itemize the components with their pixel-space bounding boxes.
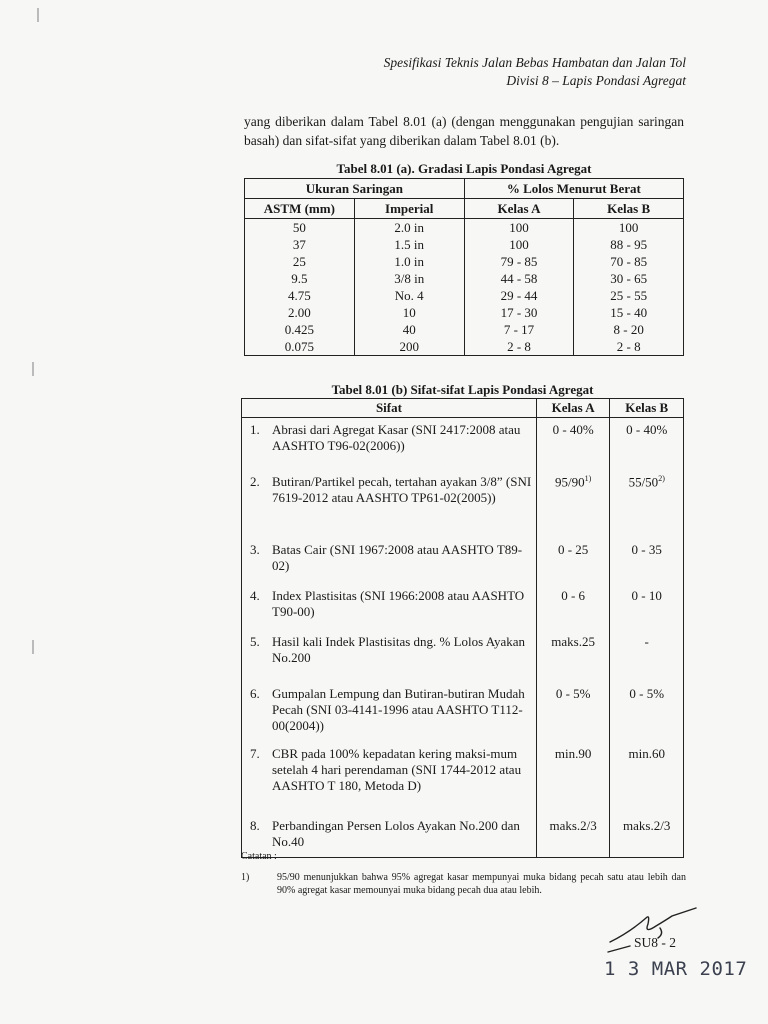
value-text: 0 - 35 bbox=[631, 541, 662, 557]
property-cell bbox=[242, 470, 537, 538]
table-cell: 8 - 20 bbox=[574, 321, 684, 338]
header-title: Spesifikasi Teknis Jalan Bebas Hambatan dan Jalan Tol bbox=[383, 55, 686, 70]
table-row bbox=[245, 270, 684, 287]
table-row bbox=[242, 538, 684, 584]
table-row bbox=[245, 304, 684, 321]
table-cell: 44 - 58 bbox=[464, 270, 574, 287]
table-cell: 1.0 in bbox=[354, 253, 464, 270]
table-row bbox=[245, 253, 684, 270]
table-cell: 10 bbox=[354, 304, 464, 321]
scan-mark bbox=[37, 8, 39, 22]
value-text: 0 - 6 bbox=[561, 587, 586, 603]
item-description: Gumpalan Lempung dan Butiran-butiran Mudah Pecah (SNI 03-4141-1996 atau AASHTO T112-00(2004)) bbox=[272, 685, 525, 733]
table-cell: 88 - 95 bbox=[574, 236, 684, 253]
table-cell: 2 - 8 bbox=[464, 338, 574, 356]
group-header-passing: % Lolos Menurut Berat bbox=[464, 179, 683, 199]
table-row bbox=[245, 321, 684, 338]
kelas-b-value bbox=[610, 682, 684, 742]
kelas-b-value bbox=[610, 538, 684, 584]
column-header-kelas-a: Kelas A bbox=[464, 199, 574, 219]
item-number: 5. bbox=[250, 633, 260, 649]
gradation-table bbox=[244, 178, 684, 356]
table-cell: 50 bbox=[245, 219, 355, 237]
notes-label: Catatan : bbox=[241, 851, 277, 862]
table-cell: 9.5 bbox=[245, 270, 355, 287]
item-number: 3. bbox=[250, 541, 260, 557]
value-text: maks.2/3 bbox=[623, 817, 671, 833]
table-cell: 17 - 30 bbox=[464, 304, 574, 321]
kelas-a-value bbox=[536, 584, 610, 630]
table-b-caption: Tabel 8.01 (b) Sifat-sifat Lapis Pondasi Agregat bbox=[331, 382, 594, 397]
property-cell bbox=[242, 584, 537, 630]
kelas-a-value bbox=[536, 742, 610, 814]
property-cell bbox=[242, 742, 537, 814]
table-row bbox=[245, 219, 684, 237]
column-header-kelas-a: Kelas A bbox=[536, 399, 610, 418]
notes-section bbox=[241, 850, 686, 897]
property-cell bbox=[242, 538, 537, 584]
header-division: Divisi 8 – Lapis Pondasi Agregat bbox=[506, 73, 686, 88]
footnote-marker: 2) bbox=[658, 473, 665, 483]
item-description: Hasil kali Indek Plastisitas dng. % Lolos Ayakan No.200 bbox=[272, 633, 525, 665]
table-a-caption: Tabel 8.01 (a). Gradasi Lapis Pondasi Agregat bbox=[336, 161, 592, 176]
table-row bbox=[245, 287, 684, 304]
property-cell bbox=[242, 682, 537, 742]
kelas-b-value bbox=[610, 630, 684, 682]
property-cell bbox=[242, 418, 537, 470]
value-text: 0 - 5% bbox=[555, 685, 591, 701]
table-cell: 100 bbox=[574, 219, 684, 237]
column-header-property: Sifat bbox=[242, 399, 537, 418]
column-header-imperial: Imperial bbox=[354, 199, 464, 219]
kelas-b-value bbox=[610, 470, 684, 538]
table-row bbox=[242, 682, 684, 742]
table-cell: 2.0 in bbox=[354, 219, 464, 237]
kelas-a-value bbox=[536, 682, 610, 742]
kelas-b-value bbox=[610, 742, 684, 814]
table-cell: 1.5 in bbox=[354, 236, 464, 253]
kelas-b-value bbox=[610, 584, 684, 630]
value-text: 0 - 40% bbox=[626, 422, 668, 437]
date-stamp: 1 3 MAR 2017 bbox=[604, 958, 748, 980]
scan-mark bbox=[32, 640, 34, 654]
table-cell: 29 - 44 bbox=[464, 287, 574, 304]
note-item bbox=[241, 871, 686, 897]
value-text: 0 - 25 bbox=[557, 541, 589, 557]
note-number: 1) bbox=[241, 872, 250, 883]
item-description: Butiran/Partikel pecah, tertahan ayakan 3/8” (SNI 7619-2012 atau AASHTO TP61-02(2005)) bbox=[272, 473, 532, 505]
table-cell: 37 bbox=[245, 236, 355, 253]
value-text: 55/50 bbox=[628, 473, 659, 489]
table-row bbox=[242, 584, 684, 630]
table-cell: 30 - 65 bbox=[574, 270, 684, 287]
page-number: SU8 - 2 bbox=[634, 935, 677, 950]
table-row bbox=[242, 742, 684, 814]
footnote-marker: 1) bbox=[584, 473, 592, 483]
running-header bbox=[384, 54, 686, 90]
table-cell: 3/8 in bbox=[354, 270, 464, 287]
table-cell: 100 bbox=[464, 219, 574, 237]
table-row bbox=[245, 338, 684, 356]
value-text: maks.2/3 bbox=[549, 817, 597, 833]
kelas-a-value bbox=[536, 470, 610, 538]
item-number: 4. bbox=[250, 587, 260, 603]
item-description: Abrasi dari Agregat Kasar (SNI 2417:2008 atau AASHTO T96-02(2006)) bbox=[272, 422, 521, 453]
table-row bbox=[242, 418, 684, 470]
table-row bbox=[245, 236, 684, 253]
kelas-a-value bbox=[536, 630, 610, 682]
table-cell: No. 4 bbox=[354, 287, 464, 304]
value-text: min.60 bbox=[628, 745, 665, 761]
item-description: Index Plastisitas (SNI 1966:2008 atau AASHTO T90-00) bbox=[272, 587, 525, 619]
item-description: Batas Cair (SNI 1967:2008 atau AASHTO T89-02) bbox=[272, 541, 523, 573]
item-description: CBR pada 100% kepadatan kering maksi-mum setelah 4 hari perendaman (SNI 1744-2012 atau AASHTO T 180, Metoda D) bbox=[272, 745, 522, 793]
column-header-kelas-b: Kelas B bbox=[610, 399, 684, 418]
column-header-kelas-b: Kelas B bbox=[574, 199, 684, 219]
column-header-astm: ASTM (mm) bbox=[245, 199, 355, 219]
gradation-table-body bbox=[245, 219, 684, 356]
table-cell: 25 bbox=[245, 253, 355, 270]
item-number: 1. bbox=[250, 422, 260, 437]
value-text: 95/90 bbox=[555, 473, 585, 489]
property-cell bbox=[242, 630, 537, 682]
value-text: maks.25 bbox=[551, 633, 595, 649]
scan-mark bbox=[32, 362, 34, 376]
kelas-a-value bbox=[536, 418, 610, 470]
table-cell: 200 bbox=[354, 338, 464, 356]
table-cell: 79 - 85 bbox=[464, 253, 574, 270]
table-cell: 40 bbox=[354, 321, 464, 338]
table-cell: 4.75 bbox=[245, 287, 355, 304]
table-row bbox=[242, 470, 684, 538]
properties-table-body bbox=[242, 418, 684, 858]
table-cell: 100 bbox=[464, 236, 574, 253]
table-cell: 25 - 55 bbox=[574, 287, 684, 304]
table-cell: 0.425 bbox=[245, 321, 355, 338]
item-number: 7. bbox=[250, 745, 260, 761]
item-number: 2. bbox=[250, 473, 260, 489]
value-text: 0 - 40% bbox=[552, 422, 594, 437]
value-text: 0 - 10 bbox=[631, 587, 662, 603]
item-number: 8. bbox=[250, 817, 260, 833]
table-row bbox=[242, 630, 684, 682]
table-cell: 0.075 bbox=[245, 338, 355, 356]
table-cell: 2.00 bbox=[245, 304, 355, 321]
table-cell: 2 - 8 bbox=[574, 338, 684, 356]
note-text: 95/90 menunjukkan bahwa 95% agregat kasar mempunyai muka bidang pecah satu atau lebih dan 90% agregat kasar memounyai muka bidang pecah dua atau lebih. bbox=[277, 872, 686, 896]
group-header-sieve: Ukuran Saringan bbox=[245, 179, 465, 199]
value-text: min.90 bbox=[554, 745, 592, 761]
value-text: - bbox=[644, 633, 649, 649]
table-cell: 15 - 40 bbox=[574, 304, 684, 321]
table-cell: 70 - 85 bbox=[574, 253, 684, 270]
item-description: Perbandingan Persen Lolos Ayakan No.200 dan No.40 bbox=[272, 817, 520, 849]
kelas-b-value bbox=[610, 418, 684, 470]
intro-paragraph: yang diberikan dalam Tabel 8.01 (a) (dengan menggunakan pengujian saringan basah) dan sifat-sifat yang diberikan dalam Tabel 8.01 (b). bbox=[244, 114, 684, 148]
item-number: 6. bbox=[250, 685, 260, 701]
value-text: 0 - 5% bbox=[629, 685, 665, 701]
table-cell: 7 - 17 bbox=[464, 321, 574, 338]
properties-table bbox=[241, 398, 684, 858]
kelas-a-value bbox=[536, 538, 610, 584]
